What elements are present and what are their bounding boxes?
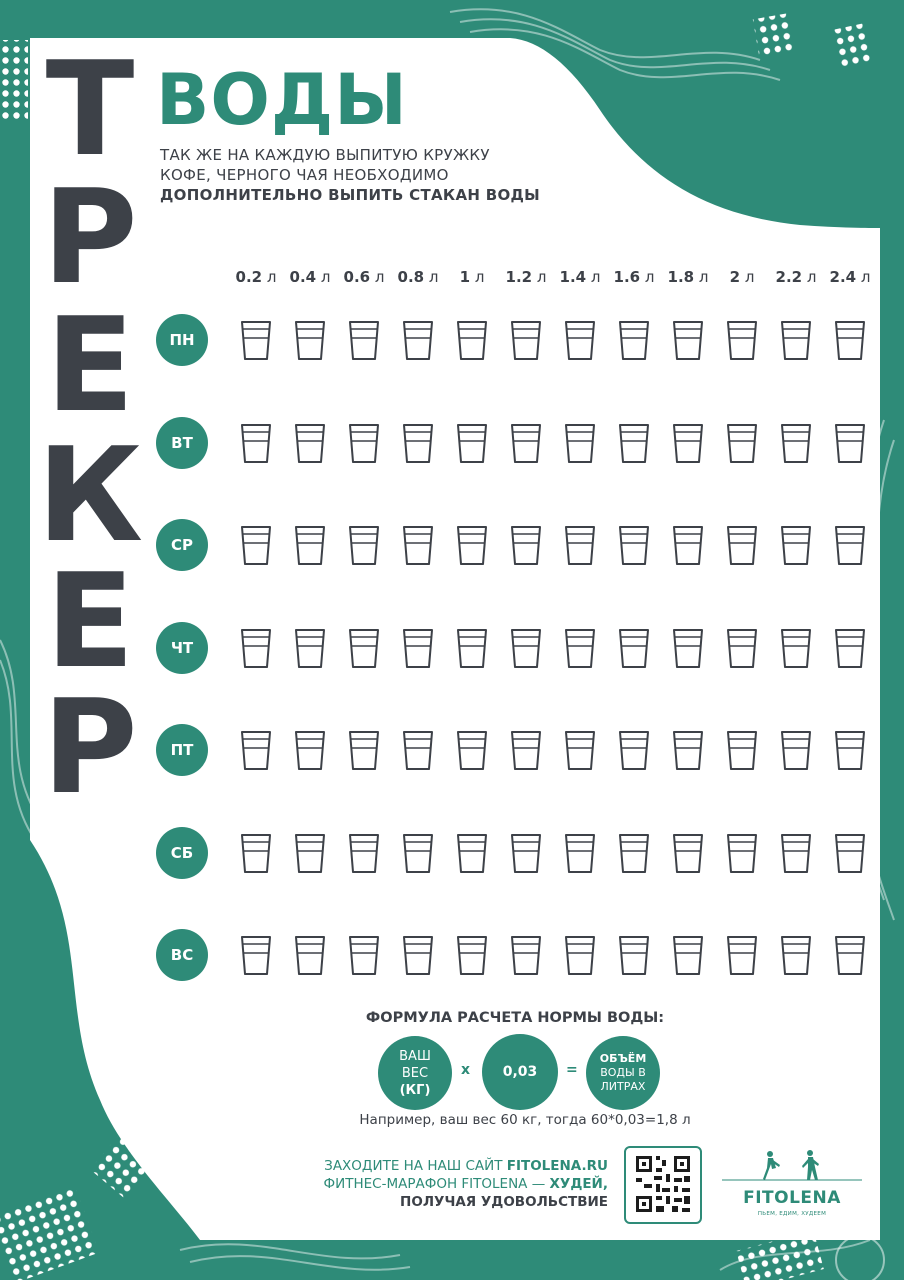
volume-unit: л (590, 268, 601, 286)
formula-result-circle (586, 1036, 660, 1110)
water-glass-icon[interactable] (293, 318, 327, 362)
water-glass-icon[interactable] (239, 421, 273, 465)
tracker-letter-5: Е (45, 545, 135, 697)
volume-value: 1.6 (613, 268, 641, 286)
water-glass-icon[interactable] (779, 523, 813, 567)
water-glass-icon[interactable] (833, 626, 867, 670)
tracker-letter-3: Е (45, 289, 135, 441)
water-glass-icon[interactable] (617, 933, 651, 977)
water-glass-icon[interactable] (725, 421, 759, 465)
water-glass-icon[interactable] (455, 933, 489, 977)
water-glass-icon[interactable] (455, 318, 489, 362)
formula-factor: 0,03 (502, 1064, 538, 1080)
water-glass-icon[interactable] (671, 421, 705, 465)
volume-header (820, 268, 880, 286)
water-glass-icon[interactable] (617, 728, 651, 772)
day-label: ВТ (156, 417, 208, 469)
water-glass-icon[interactable] (509, 421, 543, 465)
volume-unit: л (860, 268, 871, 286)
water-glass-icon[interactable] (509, 933, 543, 977)
water-glass-icon[interactable] (239, 523, 273, 567)
water-glass-icon[interactable] (239, 831, 273, 875)
water-glass-icon[interactable] (347, 933, 381, 977)
water-glass-icon[interactable] (293, 728, 327, 772)
volume-unit: л (806, 268, 817, 286)
water-glass-icon[interactable] (617, 626, 651, 670)
day-label: ПН (156, 314, 208, 366)
volume-header (442, 268, 502, 286)
water-glass-icon[interactable] (725, 728, 759, 772)
water-glass-icon[interactable] (293, 523, 327, 567)
water-glass-icon[interactable] (509, 523, 543, 567)
water-glass-icon[interactable] (779, 728, 813, 772)
volume-value: 2.2 (775, 268, 803, 286)
formula-equals-sign: = (566, 1062, 578, 1078)
water-glass-icon[interactable] (617, 831, 651, 875)
formula-multiply-sign: x (461, 1062, 471, 1078)
volume-header (604, 268, 664, 286)
volume-header (658, 268, 718, 286)
subtitle-line-3: ДОПОЛНИТЕЛЬНО ВЫПИТЬ СТАКАН ВОДЫ (160, 186, 541, 204)
footer-line-2-prefix: ФИТНЕС-МАРАФОН FITOLENA — (323, 1176, 550, 1192)
water-glass-icon[interactable] (509, 831, 543, 875)
volume-header (766, 268, 826, 286)
water-glass-icon[interactable] (509, 318, 543, 362)
water-glass-icon[interactable] (293, 831, 327, 875)
water-glass-icon[interactable] (779, 933, 813, 977)
formula-weight-line-2: ВЕС (401, 1065, 429, 1081)
water-glass-icon[interactable] (563, 831, 597, 875)
volume-value: 1 (459, 268, 471, 286)
day-label: СР (156, 519, 208, 571)
volume-unit: л (698, 268, 709, 286)
water-glass-icon[interactable] (347, 318, 381, 362)
volume-value: 2.4 (829, 268, 857, 286)
qr-code[interactable] (624, 1146, 702, 1224)
water-glass-icon[interactable] (455, 728, 489, 772)
water-glass-icon[interactable] (671, 626, 705, 670)
water-glass-icon[interactable] (833, 318, 867, 362)
water-glass-icon[interactable] (671, 728, 705, 772)
formula-weight-line-1: ВАШ (399, 1048, 431, 1064)
formula-example: Например, ваш вес 60 кг, тогда 60*0,03=1,8 л (359, 1112, 691, 1128)
water-glass-icon[interactable] (239, 626, 273, 670)
tracker-letter-6: Р (42, 671, 138, 823)
water-glass-icon[interactable] (401, 318, 435, 362)
formula-factor-circle (482, 1034, 558, 1110)
volume-header (280, 268, 340, 286)
water-glass-icon[interactable] (401, 933, 435, 977)
volume-value: 0.8 (397, 268, 425, 286)
volume-unit: л (644, 268, 655, 286)
formula-weight-line-3: (КГ) (399, 1082, 431, 1098)
water-glass-icon[interactable] (671, 318, 705, 362)
water-glass-icon[interactable] (455, 626, 489, 670)
page-title: ВОДЫ (156, 59, 408, 141)
footer-line-2 (324, 1174, 608, 1194)
water-glass-icon[interactable] (725, 626, 759, 670)
volume-header (712, 268, 772, 286)
water-glass-icon[interactable] (347, 728, 381, 772)
water-glass-icon[interactable] (347, 523, 381, 567)
water-glass-icon[interactable] (671, 933, 705, 977)
water-glass-icon[interactable] (509, 728, 543, 772)
day-label: ЧТ (156, 622, 208, 674)
tracker-letter-4: К (36, 419, 144, 571)
water-glass-icon[interactable] (833, 933, 867, 977)
volume-value: 1.2 (505, 268, 533, 286)
footer-line-1 (324, 1156, 608, 1176)
water-glass-icon[interactable] (833, 421, 867, 465)
water-glass-icon[interactable] (779, 421, 813, 465)
water-glass-icon[interactable] (617, 318, 651, 362)
volume-header (388, 268, 448, 286)
water-glass-icon[interactable] (563, 421, 597, 465)
water-glass-icon[interactable] (563, 626, 597, 670)
water-glass-icon[interactable] (725, 523, 759, 567)
water-glass-icon[interactable] (293, 626, 327, 670)
formula-result-line-3: ЛИТРАХ (600, 1080, 646, 1093)
water-glass-icon[interactable] (239, 728, 273, 772)
volume-value: 1.4 (559, 268, 587, 286)
water-glass-icon[interactable] (779, 626, 813, 670)
volume-unit: л (266, 268, 277, 286)
water-glass-icon[interactable] (401, 728, 435, 772)
volume-header (550, 268, 610, 286)
day-label: ПТ (156, 724, 208, 776)
logo-text: FITOLENA (743, 1188, 841, 1208)
water-glass-icon[interactable] (725, 831, 759, 875)
volume-value: 2 (729, 268, 741, 286)
water-glass-icon[interactable] (455, 523, 489, 567)
water-glass-icon[interactable] (563, 933, 597, 977)
volume-unit: л (374, 268, 385, 286)
water-glass-icon[interactable] (347, 831, 381, 875)
volume-unit: л (320, 268, 331, 286)
water-glass-icon[interactable] (455, 421, 489, 465)
water-glass-icon[interactable] (401, 421, 435, 465)
water-glass-icon[interactable] (671, 523, 705, 567)
formula-title: ФОРМУЛА РАСЧЕТА НОРМЫ ВОДЫ: (365, 1010, 665, 1026)
water-glass-icon[interactable] (563, 523, 597, 567)
water-glass-icon[interactable] (563, 728, 597, 772)
volume-unit: л (474, 268, 485, 286)
water-glass-icon[interactable] (617, 523, 651, 567)
volume-unit: л (744, 268, 755, 286)
footer-line-3: ПОЛУЧАЯ УДОВОЛЬСТВИЕ (400, 1194, 608, 1210)
tracker-letter-2: Р (42, 161, 138, 313)
tracker-letter-1: Т (45, 33, 135, 185)
water-glass-icon[interactable] (347, 626, 381, 670)
footer-line-2-bold: ХУДЕЙ, (549, 1176, 608, 1192)
volume-header (496, 268, 556, 286)
water-glass-icon[interactable] (455, 831, 489, 875)
subtitle-line-2: КОФЕ, ЧЕРНОГО ЧАЯ НЕОБХОДИМО (160, 166, 449, 184)
formula-weight-circle (378, 1036, 452, 1110)
formula-result-line-1: ОБЪЁМ (599, 1052, 647, 1065)
volume-value: 0.2 (235, 268, 263, 286)
water-glass-icon[interactable] (833, 728, 867, 772)
formula-result-line-2: ВОДЫ В (600, 1066, 646, 1079)
volume-header (226, 268, 286, 286)
volume-value: 0.4 (289, 268, 317, 286)
water-glass-icon[interactable] (833, 831, 867, 875)
water-glass-icon[interactable] (347, 421, 381, 465)
water-glass-icon[interactable] (617, 421, 651, 465)
water-glass-icon[interactable] (725, 318, 759, 362)
water-glass-icon[interactable] (671, 831, 705, 875)
water-glass-icon[interactable] (725, 933, 759, 977)
subtitle-line-1: ТАК ЖЕ НА КАЖДУЮ ВЫПИТУЮ КРУЖКУ (160, 146, 490, 164)
water-glass-icon[interactable] (779, 831, 813, 875)
water-glass-icon[interactable] (239, 318, 273, 362)
water-glass-icon[interactable] (833, 523, 867, 567)
logo-tagline: ПЬЕМ, ЕДИМ, ХУДЕЕМ (757, 1211, 827, 1217)
water-glass-icon[interactable] (401, 626, 435, 670)
water-glass-icon[interactable] (239, 933, 273, 977)
water-glass-icon[interactable] (293, 933, 327, 977)
footer-line-1-prefix: ЗАХОДИТЕ НА НАШ САЙТ (324, 1158, 507, 1174)
day-label: СБ (156, 827, 208, 879)
volume-value: 1.8 (667, 268, 695, 286)
footer-site-link[interactable]: FITOLENA.RU (506, 1158, 608, 1174)
volume-unit: л (536, 268, 547, 286)
volume-value: 0.6 (343, 268, 371, 286)
volume-header (334, 268, 394, 286)
water-glass-icon[interactable] (779, 318, 813, 362)
volume-unit: л (428, 268, 439, 286)
water-glass-icon[interactable] (293, 421, 327, 465)
qr-code-icon (626, 1148, 700, 1222)
water-glass-icon[interactable] (401, 831, 435, 875)
water-glass-icon[interactable] (563, 318, 597, 362)
water-glass-icon[interactable] (509, 626, 543, 670)
day-label: ВС (156, 929, 208, 981)
water-glass-icon[interactable] (401, 523, 435, 567)
